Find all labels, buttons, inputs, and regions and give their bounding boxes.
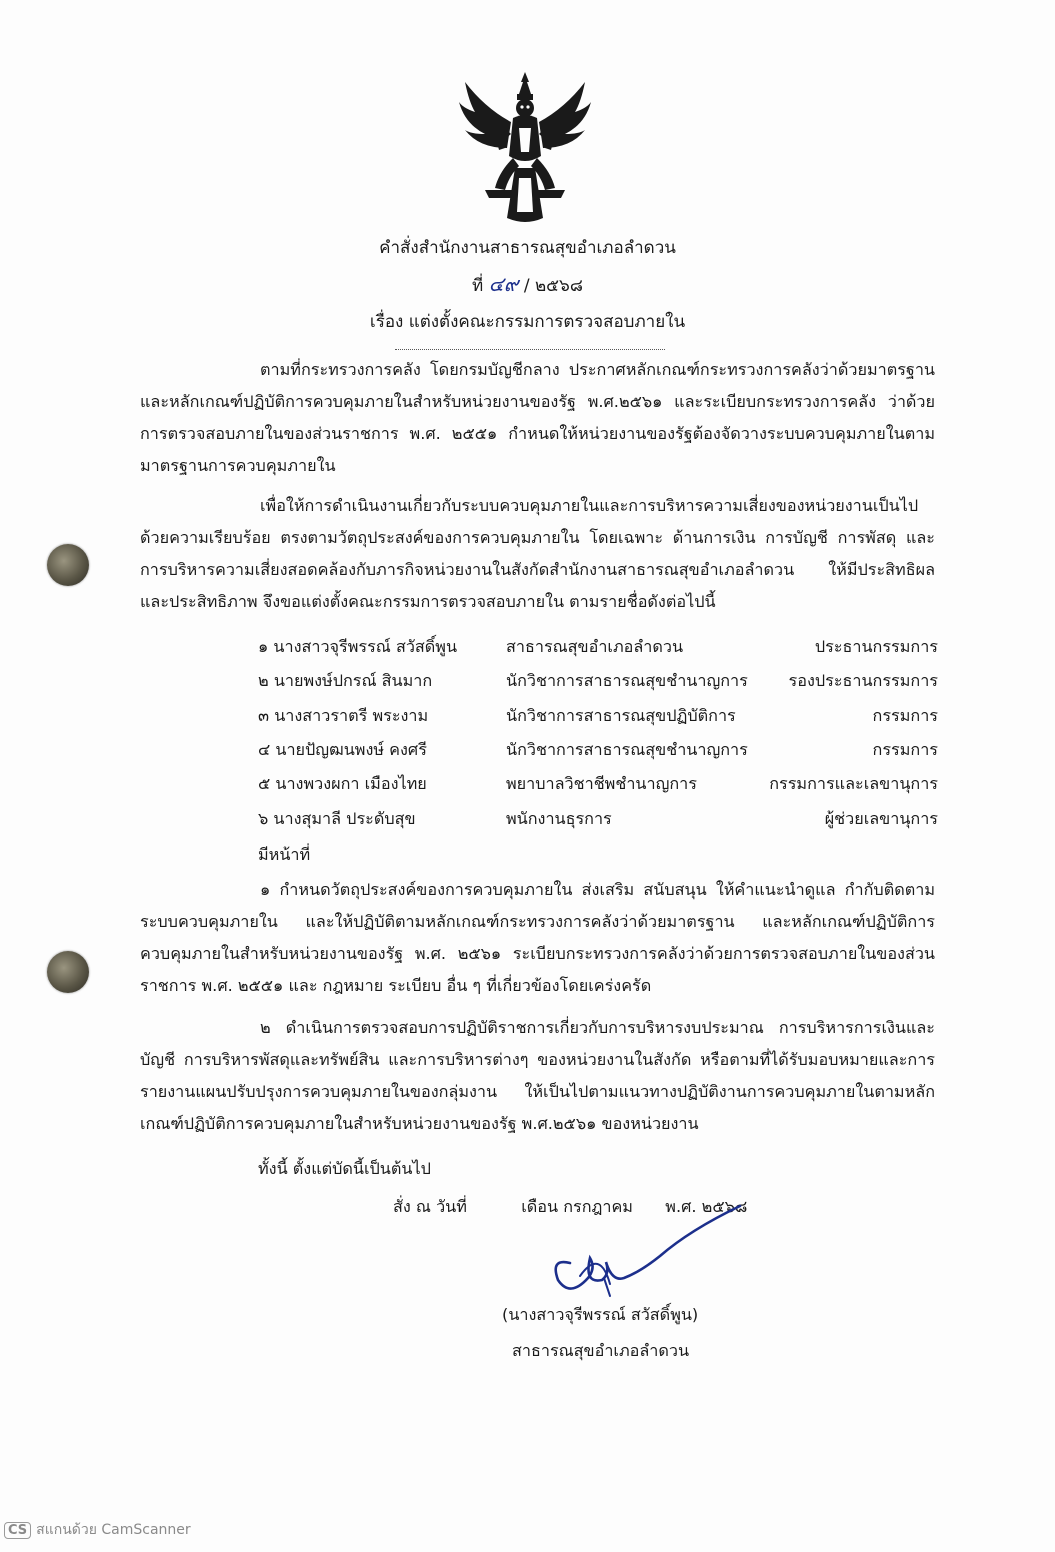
punch-hole-top [47, 544, 89, 586]
order-number-handwritten: ๔๙ [488, 272, 519, 296]
member-role: กรรมการและเลขานุการ [769, 774, 938, 793]
order-date-label: สั่ง ณ วันที่ [393, 1197, 467, 1216]
member-role: ประธานกรรมการ [814, 637, 938, 656]
signatory-title: สาธารณสุขอำเภอลำดวน [512, 1341, 690, 1360]
member-position: พนักงานธุรการ [506, 809, 612, 828]
order-subject [0, 308, 1055, 335]
scanner-footer-text: สแกนด้วย CamScanner [36, 1522, 191, 1538]
member-role: กรรมการ [872, 706, 938, 725]
duties-heading: มีหน้าที่ [258, 845, 311, 864]
title-divider [395, 349, 665, 350]
member-row [258, 737, 938, 771]
handwritten-signature [540, 1188, 760, 1298]
order-title: คำสั่งสำนักงานสาธารณสุขอำเภอลำดวน [379, 238, 676, 258]
paragraph-intro-text: ตามที่กระทรวงการคลัง โดยกรมบัญชีกลาง ประกาศหลักเกณฑ์กระทรวงการคลังว่าด้วยมาตรฐานและหลักเกณฑ์ปฏิบัติการควบคุมภายในสำหรับหน่วยงานของรัฐ พ.ศ.๒๕๖๑ และระเบียบกระทรวงการคลัง ว่าด้วยการตรวจสอบภายในของส่วนราชการ พ.ศ. ๒๕๕๑ กำหนดให้หน่วยงานของรัฐต้องจัดวางระบบควบคุมภายในตามมาตรฐานการควบคุมภายใน [140, 360, 935, 475]
member-position: พยาบาลวิชาชีพชำนาญการ [506, 774, 697, 793]
scanner-footer [4, 1519, 191, 1541]
member-row [258, 634, 938, 668]
paragraph-intro [140, 354, 935, 482]
member-name: ๒ นายพงษ์ปกรณ์ สินมาก [258, 671, 433, 690]
duty-1 [140, 874, 935, 1002]
order-number-year: / ๒๕๖๘ [523, 276, 583, 296]
member-name: ๓ นางสาวราตรี พระงาม [258, 706, 429, 725]
order-date-year: พ.ศ. ๒๕๖๘ [665, 1197, 748, 1216]
garuda-emblem-icon [455, 68, 595, 228]
punch-hole-bottom [47, 951, 89, 993]
member-name: ๖ นางสุมาลี ประดับสุข [258, 809, 416, 828]
member-row [258, 806, 938, 840]
member-name: ๕ นางพวงผกา เมืองไทย [258, 774, 427, 793]
duty-2-text: ๒ ดำเนินการตรวจสอบการปฏิบัติราชการเกี่ยวกับการบริหารงบประมาณ การบริหารการเงินและบัญชี การบริหารพัสดุและทรัพย์สิน และการบริหารต่างๆ ของหน่วยงานในสังกัด หรือตามที่ได้รับมอบหมายและการรายงานแผนปรับปรุงการควบคุมภายในของกลุ่มงาน ให้เป็นไปตามแนวทางปฏิบัติงานการควบคุมภายในตามหลักเกณฑ์ปฏิบัติการควบคุมภายในสำหรับหน่วยงานของรัฐ พ.ศ.๒๕๖๑ ของหน่วยงาน [140, 1018, 935, 1133]
duty-2 [140, 1012, 935, 1140]
camscanner-logo: CS [4, 1522, 31, 1539]
order-date-month: เดือน กรกฎาคม [521, 1197, 633, 1216]
member-row [258, 703, 938, 737]
order-number-prefix: ที่ [472, 276, 484, 296]
member-name: ๔ นายปัญฒนพงษ์ คงศรี [258, 740, 427, 759]
member-name: ๑ นางสาวจุรีพรรณ์ สวัสดิ์พูน [258, 637, 458, 656]
effective-statement: ทั้งนี้ ตั้งแต่บัดนี้เป็นต้นไป [258, 1159, 431, 1178]
signatory-name: (นางสาวจุรีพรรณ์ สวัสดิ์พูน) [502, 1305, 699, 1324]
member-row [258, 771, 938, 805]
duty-1-text: ๑ กำหนดวัตถุประสงค์ของการควบคุมภายใน ส่งเสริม สนับสนุน ให้คำแนะนำดูแล กำกับติดตามระบบควบคุมภายใน และให้ปฏิบัติตามหลักเกณฑ์กระทรวงการคลังว่าด้วยมาตรฐาน และหลักเกณฑ์ปฏิบัติการควบคุมภายในสำหรับหน่วยงานของรัฐ พ.ศ. ๒๕๖๑ ระเบียบกระทรวงการคลังว่าด้วยการตรวจสอบภายในของส่วนราชการ พ.ศ. ๒๕๕๑ และ กฎหมาย ระเบียบ อื่น ๆ ที่เกี่ยวข้องโดยเคร่งครัด [140, 880, 935, 995]
member-position: สาธารณสุขอำเภอลำดวน [506, 637, 684, 656]
subject-label: เรื่อง [369, 312, 404, 332]
member-position: นักวิชาการสาธารณสุขปฏิบัติการ [506, 706, 736, 725]
member-position: นักวิชาการสาธารณสุขชำนาญการ [506, 740, 748, 759]
paragraph-purpose-text: เพื่อให้การดำเนินงานเกี่ยวกับระบบควบคุมภายในและการบริหารความเสี่ยงของหน่วยงานเป็นไปด้วยความเรียบร้อย ตรงตามวัตถุประสงค์ของการควบคุมภายใน โดยเฉพาะ ด้านการเงิน การบัญชี การพัสดุ และการบริหารความเสี่ยงสอดคล้องกับภารกิจหน่วยงานในสังกัดสำนักงานสาธารณสุขอำเภอลำดวน ให้มีประสิทธิผลและประสิทธิภาพ จึงขอแต่งตั้งคณะกรรมการตรวจสอบภายใน ตามรายชื่อดังต่อไปนี้ [140, 496, 935, 611]
member-position: นักวิชาการสาธารณสุขชำนาญการ [506, 671, 748, 690]
subject-text: แต่งตั้งคณะกรรมการตรวจสอบภายใน [408, 312, 686, 332]
member-role: กรรมการ [872, 740, 938, 759]
member-role: ผู้ช่วยเลขานุการ [824, 809, 938, 828]
paragraph-purpose [140, 490, 935, 618]
order-number [0, 268, 1055, 300]
member-row [258, 668, 938, 702]
member-role: รองประธานกรรมการ [788, 671, 938, 690]
